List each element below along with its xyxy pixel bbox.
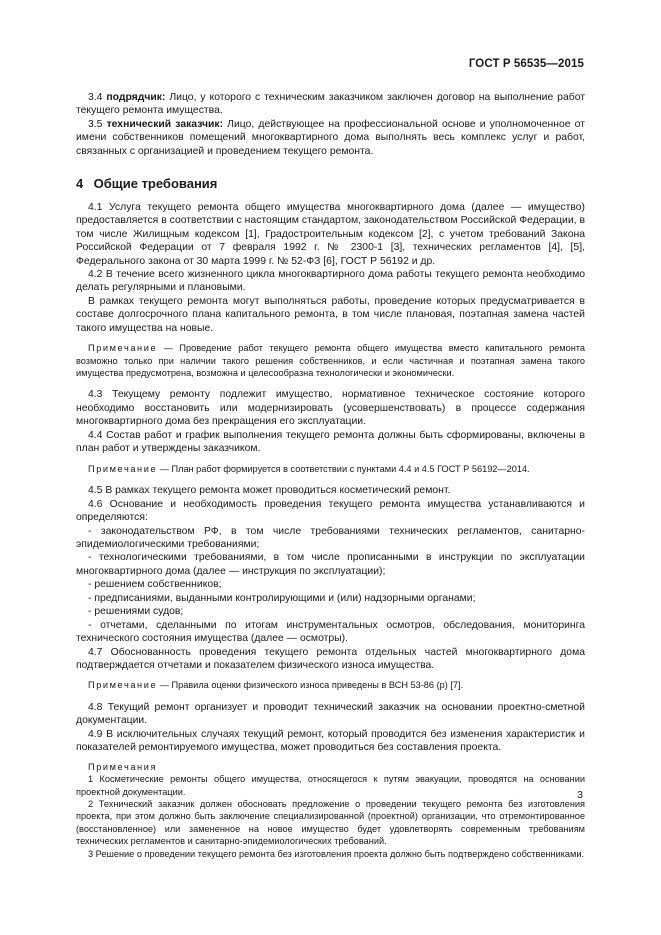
page-content [76,91,585,860]
notes-title: Примечания [88,761,158,772]
list-item: - предписаниями, выданными контролирующими и (или) надзорными органами; [88,592,476,604]
paragraph-4-9: 4.9 В исключительных случаях текущий ремонт, который проводится без изменения характеристик и показателей ремонтируемого имущества, может проводиться без составления проекта. [76,728,585,754]
paragraph-4-4: 4.4 Состав работ и график выполнения текущего ремонта должны быть сформированы, включены в план работ и утверждены заказчиком. [76,429,585,455]
list-item: - технологическими требованиями, в том числе прописанными в инструкции по эксплуатации многоквартирного дома (далее — инструкция по эксплуатации); [76,552,585,577]
paragraph-4-5: 4.5 В рамках текущего ремонта может проводиться косметический ремонт. [88,485,451,497]
paragraph-4-2-continued: В рамках текущего ремонта могут выполняться работы, проведение которых предусматривается в составе долгосрочного плана капитального ремонта, в том числе плановая, поэтапная замена частей такого имущества на новые. [76,295,585,334]
definition-3-5: 3.5 технический заказчик: Лицо, действующее на профессиональной основе и уполномоченное от имени собственников помещений многоквартирного дома выполнять весь комплекс услуг и работ, связанных с организацией и проведением текущего ремонта. [76,118,585,157]
note-item: 3 Решение о проведении текущего ремонта без изготовления проекта должно быть подтверждено собственниками. [88,848,585,859]
definition-3-4: 3.4 подрядчик: Лицо, у которого с техническим заказчиком заключен договор на выполнение работ текущего ремонта имущества. [76,92,586,117]
list-item: - отчетами, сделанными по итогам инструментальных осмотров, обследования, мониторинга технического состояния имущества (далее — осмотры). [76,619,585,645]
term: подрядчик: [106,92,166,103]
paragraph-4-8: 4.8 Текущий ремонт организует и проводит технический заказчик на основании проектно-сметной документации. [76,701,585,727]
standard-header: ГОСТ Р 56535—2015 [468,58,584,70]
note: Примечание — План работ формируется в соответствии с пунктами 4.4 и 4.5 ГОСТ Р 56192—2014. [88,463,530,474]
paragraph-4-2: 4.2 В течение всего жизненного цикла многоквартирного дома работы текущего ремонта необходимо делать регулярными и плановыми. [76,268,585,294]
paragraph-4-6: 4.6 Основание и необходимость проведения текущего ремонта имущества устанавливаются и определяются: [76,498,585,524]
paragraph-4-1: 4.1 Услуга текущего ремонта общего имущества многоквартирного дома (далее — имущество) предоставляется в соответствии с настоящим стандартом, законодательством Российской Федерации, в том числе Жилищным кодексом [1], Градостроительным кодексом [2], с учетом требований Закона Российской Федерации от 7 февраля 1992 г. № 2300-1 [3], технических регламентов [4], [5], Федерального закона от 30 марта 1999 г. № 52-ФЗ [6], ГОСТ Р 56192 и др. [76,201,585,267]
list-item: - решением собственников; [88,579,222,591]
note: Примечание — Проведение работ текущего ремонта общего имущества вместо капитального ремонта возможно только при наличии такого решения собственников, и если частичная и поэтапная замена такого имущества предусмотрена, возможна и целесообразна технологически и экономически. [76,343,585,379]
note: Примечание — Правила оценки физического износа приведены в ВСН 53-86 (р) [7]. [88,680,464,691]
note-item: 1 Косметические ремонты общего имущества, относящегося к путям эвакуации, проводятся на основании проектной документации. [76,774,585,797]
list-item: - законодательством РФ, в том числе требованиями технических регламентов, санитарно-эпидемиологическими требованиями; [76,525,585,550]
term: технический заказчик: [106,118,224,130]
paragraph-4-3: 4.3 Текущему ремонту подлежит имущество, нормативное техническое состояние которого необходимо восстановить или модернизировать (усовершенствовать) в процессе содержания многоквартирного дома без прекращения его эксплуатации. [76,389,585,428]
section-heading: 4 Общие требования [76,176,218,192]
note-item: 2 Технический заказчик должен обосновать предложение о проведении текущего ремонта без изготовления проекта, при этом должно быть заключение специализированной (проектной) организации, что отремонтированное (восстановленное) или замененное на новое имущество будет удовлетворять современным требованиям технических регламентов и санитарно-эпидемиологических требований. [76,798,585,847]
paragraph-4-7: 4.7 Обоснованность проведения текущего ремонта отдельных частей многоквартирного дома подтверждается отчетами и показателем физического износа имущества. [76,646,585,672]
page-number: 3 [577,789,583,801]
list-item: - решениями судов; [88,606,184,618]
